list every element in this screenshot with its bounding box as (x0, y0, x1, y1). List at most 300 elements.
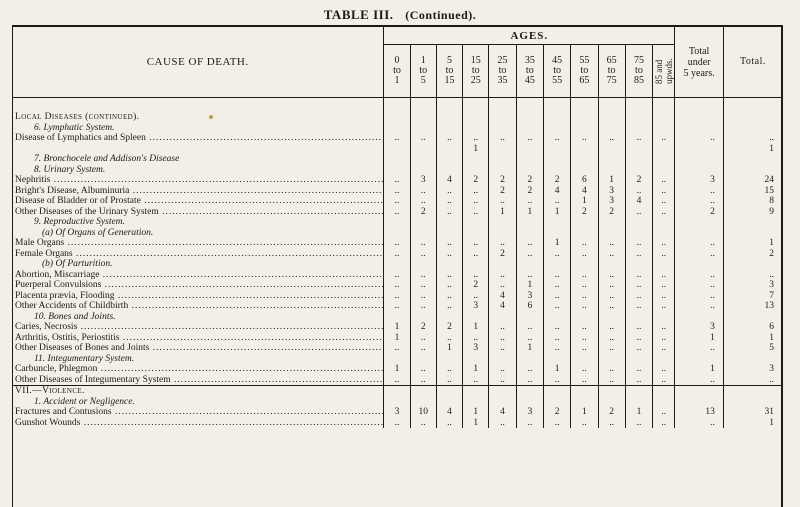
age-cell: .. (384, 375, 410, 386)
age-cell (384, 217, 410, 228)
cause-name: Nephritis ..... (15, 175, 384, 185)
age-cell (598, 259, 625, 270)
age-cell (571, 154, 598, 165)
age-cell: .. (625, 333, 652, 344)
age-cell (543, 354, 570, 365)
age-cell: .. (571, 270, 598, 281)
table-row (12, 123, 782, 134)
age-cell (543, 165, 570, 176)
age-cell: 4 (625, 196, 652, 207)
row-label (12, 312, 384, 323)
row-label (12, 343, 384, 354)
age-cell (436, 259, 462, 270)
row-label (12, 217, 384, 228)
total-cell: 3 (723, 280, 782, 291)
row-label (12, 418, 384, 429)
age-cell (571, 354, 598, 365)
age-cell (625, 165, 652, 176)
under-5-cell: .. (675, 343, 724, 354)
age-cell: .. (516, 238, 543, 249)
age-cell (516, 259, 543, 270)
age-cell (410, 312, 436, 323)
age-cell: .. (653, 322, 675, 333)
age-cell: 4 (571, 186, 598, 197)
age-cell: .. (384, 280, 410, 291)
age-cell (436, 112, 462, 123)
age-cell (436, 123, 462, 134)
age-cell: .. (543, 133, 570, 144)
header-age-8: 65 to 75 (598, 45, 625, 98)
header-age-1: 1 to 5 (410, 45, 436, 98)
age-cell: .. (543, 418, 570, 429)
age-cell: .. (410, 249, 436, 260)
age-cell: .. (653, 418, 675, 429)
age-cell: .. (384, 301, 410, 312)
age-cell: 1 (598, 175, 625, 186)
table-row (12, 322, 782, 333)
age-cell (543, 112, 570, 123)
age-cell (384, 397, 410, 408)
row-label (12, 165, 384, 176)
table-title (0, 7, 800, 23)
under-5-cell: 13 (675, 407, 724, 418)
age-cell: 1 (625, 407, 652, 418)
age-cell: .. (384, 418, 410, 429)
cause-name: Other Diseases of the Urinary System ..... (15, 207, 384, 217)
age-cell (410, 386, 436, 397)
age-cell (489, 354, 516, 365)
under-5-cell: .. (675, 196, 724, 207)
age-cell: .. (516, 333, 543, 344)
age-cell: .. (463, 249, 489, 260)
row-label (12, 144, 384, 155)
total-cell: 7 (723, 291, 782, 302)
age-cell: 2 (516, 186, 543, 197)
cause-name: Disease of Bladder or of Prostate ..... (15, 196, 384, 206)
under-5-cell: .. (675, 418, 724, 429)
age-cell: .. (598, 133, 625, 144)
age-cell: .. (543, 249, 570, 260)
age-cell (489, 386, 516, 397)
cause-name: Other Diseases of Bones and Joints ..... (15, 343, 384, 353)
age-cell: .. (463, 291, 489, 302)
age-cell: .. (598, 301, 625, 312)
age-cell: .. (489, 270, 516, 281)
subsection-heading: 8. Urinary System. (34, 164, 106, 175)
age-cell: .. (410, 333, 436, 344)
age-cell: 1 (463, 418, 489, 429)
age-cell (489, 217, 516, 228)
header-age-9: 75 to 85 (625, 45, 652, 98)
age-cell: .. (463, 186, 489, 197)
row-label (12, 259, 384, 270)
age-cell (653, 228, 675, 239)
age-cell: 1 (571, 407, 598, 418)
mortality-table (12, 27, 782, 428)
age-cell (516, 217, 543, 228)
age-cell: .. (625, 238, 652, 249)
age-cell (436, 354, 462, 365)
age-cell: .. (653, 301, 675, 312)
age-cell: 3 (516, 291, 543, 302)
age-cell: .. (571, 418, 598, 429)
spacer-cell (675, 98, 724, 113)
total-cell (723, 165, 782, 176)
age-cell: 2 (598, 407, 625, 418)
age-cell: .. (625, 186, 652, 197)
age-cell (410, 217, 436, 228)
row-label (12, 186, 384, 197)
row-label (12, 196, 384, 207)
age-cell: 2 (463, 175, 489, 186)
age-cell: .. (489, 418, 516, 429)
age-cell: 1 (384, 364, 410, 375)
table-row (12, 343, 782, 354)
spacer-cell (571, 98, 598, 113)
total-cell: 3 (723, 364, 782, 375)
age-cell: .. (436, 301, 462, 312)
table-row (12, 291, 782, 302)
age-cell: .. (625, 207, 652, 218)
spacer-cell (436, 98, 462, 113)
age-cell: .. (489, 238, 516, 249)
table-row (12, 238, 782, 249)
age-cell (653, 354, 675, 365)
under-5-cell (675, 217, 724, 228)
age-cell: .. (516, 196, 543, 207)
age-cell (653, 217, 675, 228)
under-5-cell: .. (675, 291, 724, 302)
cause-name: Carbuncle, Phlegmon ..... (15, 364, 384, 374)
table-row (12, 144, 782, 155)
age-cell (410, 112, 436, 123)
age-cell: .. (410, 196, 436, 207)
table-row (12, 186, 782, 197)
age-cell (463, 165, 489, 176)
age-cell (436, 228, 462, 239)
age-cell (571, 228, 598, 239)
age-cell (410, 354, 436, 365)
age-cell (384, 354, 410, 365)
total-cell: 8 (723, 196, 782, 207)
total-cell: 13 (723, 301, 782, 312)
age-cell (489, 312, 516, 323)
age-cell: .. (436, 333, 462, 344)
age-cell: .. (463, 196, 489, 207)
age-cell (436, 386, 462, 397)
age-cell: .. (410, 375, 436, 386)
total-cell (723, 397, 782, 408)
age-cell (625, 123, 652, 134)
age-cell: .. (625, 322, 652, 333)
age-cell: .. (571, 133, 598, 144)
age-cell: .. (653, 175, 675, 186)
table-row (12, 196, 782, 207)
age-cell (571, 112, 598, 123)
spacer-cell (489, 98, 516, 113)
cause-name: Bright's Disease, Albuminuria ..... (15, 186, 384, 196)
age-cell (543, 123, 570, 134)
subsection-heading: 10. Bones and Joints. (34, 311, 116, 322)
age-cell (653, 312, 675, 323)
table-row (12, 312, 782, 323)
age-cell (598, 112, 625, 123)
age-cell (571, 165, 598, 176)
cause-name: Placenta prævia, Flooding ..... (15, 291, 384, 301)
age-cell: 2 (410, 322, 436, 333)
total-cell: 15 (723, 186, 782, 197)
age-cell: .. (625, 343, 652, 354)
age-cell: .. (598, 238, 625, 249)
age-cell (516, 112, 543, 123)
age-cell (598, 144, 625, 155)
header-age-2: 5 to 15 (436, 45, 462, 98)
age-cell (571, 259, 598, 270)
row-label (12, 112, 384, 123)
under-5-cell: 2 (675, 207, 724, 218)
age-cell (436, 217, 462, 228)
header-age-5: 35 to 45 (516, 45, 543, 98)
table-row (12, 270, 782, 281)
age-cell: .. (653, 249, 675, 260)
age-cell (625, 259, 652, 270)
total-cell (723, 112, 782, 123)
age-cell: .. (653, 207, 675, 218)
age-cell (653, 154, 675, 165)
table-row (12, 259, 782, 270)
row-label (12, 207, 384, 218)
total-cell (723, 354, 782, 365)
age-cell (436, 397, 462, 408)
under-5-cell: 1 (675, 333, 724, 344)
age-cell (384, 123, 410, 134)
age-cell: .. (543, 291, 570, 302)
under-5-cell (675, 354, 724, 365)
age-cell: .. (625, 133, 652, 144)
age-cell (598, 354, 625, 365)
row-label (12, 123, 384, 134)
age-cell (410, 397, 436, 408)
under-5-cell: .. (675, 301, 724, 312)
row-label (12, 354, 384, 365)
age-cell: 3 (384, 407, 410, 418)
age-cell (463, 112, 489, 123)
age-cell: 1 (516, 343, 543, 354)
total-cell (723, 217, 782, 228)
age-cell (384, 312, 410, 323)
spacer-cell (516, 98, 543, 113)
header-ages: AGES. (384, 27, 675, 45)
cause-name: Fractures and Contusions ..... (15, 407, 384, 417)
age-cell: .. (653, 343, 675, 354)
subsection-heading: (a) Of Organs of Generation. (42, 227, 154, 238)
age-cell (625, 228, 652, 239)
age-cell (653, 144, 675, 155)
table-row (12, 154, 782, 165)
age-cell: 4 (489, 301, 516, 312)
age-cell (384, 386, 410, 397)
spacer-cell (463, 98, 489, 113)
age-cell: .. (384, 343, 410, 354)
age-cell (543, 217, 570, 228)
age-cell: .. (598, 375, 625, 386)
age-cell (571, 386, 598, 397)
age-cell: 4 (489, 407, 516, 418)
age-cell: 1 (463, 144, 489, 155)
age-cell (625, 144, 652, 155)
age-cell: .. (653, 364, 675, 375)
spacer-cell (625, 98, 652, 113)
age-cell (653, 397, 675, 408)
age-cell: 3 (410, 175, 436, 186)
row-label (12, 238, 384, 249)
age-cell: .. (653, 375, 675, 386)
age-cell (543, 144, 570, 155)
age-cell (384, 112, 410, 123)
age-cell (384, 165, 410, 176)
age-cell: .. (384, 207, 410, 218)
header-cause: CAUSE OF DEATH. (146, 56, 249, 68)
table-row (12, 386, 782, 397)
age-cell (463, 386, 489, 397)
spacer-cell (12, 98, 384, 113)
age-cell (463, 312, 489, 323)
row-label (12, 228, 384, 239)
age-cell: 2 (436, 322, 462, 333)
age-cell (410, 259, 436, 270)
age-cell (598, 165, 625, 176)
age-cell: .. (571, 364, 598, 375)
total-cell (723, 259, 782, 270)
age-cell: .. (571, 343, 598, 354)
age-cell: .. (625, 364, 652, 375)
row-label (12, 364, 384, 375)
age-cell (463, 259, 489, 270)
age-cell: 2 (489, 249, 516, 260)
age-cell: .. (516, 133, 543, 144)
age-cell: .. (384, 175, 410, 186)
age-cell (463, 397, 489, 408)
age-cell: .. (436, 418, 462, 429)
spacer-cell (543, 98, 570, 113)
age-cell: .. (410, 418, 436, 429)
age-cell: 2 (543, 175, 570, 186)
age-cell: 4 (543, 186, 570, 197)
under-5-cell: .. (675, 270, 724, 281)
under-5-cell (675, 123, 724, 134)
age-cell (571, 123, 598, 134)
table-row (12, 175, 782, 186)
age-cell (384, 228, 410, 239)
age-cell: 1 (516, 207, 543, 218)
age-cell: .. (436, 249, 462, 260)
cause-name: Gunshot Wounds ..... (15, 418, 384, 428)
row-label (12, 375, 384, 386)
spacer-cell (384, 98, 410, 113)
header-age-85-upwards: 85 and upwds. (653, 45, 675, 98)
total-cell (723, 386, 782, 397)
header-age-3: 15 to 25 (463, 45, 489, 98)
header-age-7: 55 to 65 (571, 45, 598, 98)
row-label (12, 407, 384, 418)
under-5-cell (675, 228, 724, 239)
table-row (12, 207, 782, 218)
age-cell: .. (625, 375, 652, 386)
under-5-cell: 1 (675, 364, 724, 375)
age-cell: 1 (543, 364, 570, 375)
age-cell: .. (489, 280, 516, 291)
age-cell (543, 312, 570, 323)
age-cell (653, 386, 675, 397)
age-cell: 10 (410, 407, 436, 418)
age-cell (571, 217, 598, 228)
age-cell: .. (410, 364, 436, 375)
header-age-6: 45 to 55 (543, 45, 570, 98)
row-label (12, 322, 384, 333)
subsection-heading: 7. Bronchocele and Addison's Disease (34, 154, 180, 164)
age-cell: .. (543, 196, 570, 207)
age-cell: 2 (489, 175, 516, 186)
header-total: Total. (723, 27, 782, 98)
table-row (12, 397, 782, 408)
age-cell: .. (653, 407, 675, 418)
age-cell: .. (463, 207, 489, 218)
age-cell: .. (571, 301, 598, 312)
age-cell: 2 (543, 407, 570, 418)
table-row (12, 112, 782, 123)
age-cell (625, 354, 652, 365)
age-cell: .. (516, 418, 543, 429)
age-cell: 4 (436, 407, 462, 418)
age-cell: .. (571, 238, 598, 249)
age-cell: .. (653, 196, 675, 207)
under-5-cell (675, 112, 724, 123)
age-cell: .. (625, 249, 652, 260)
row-label (12, 175, 384, 186)
table-row (12, 280, 782, 291)
age-cell: .. (489, 364, 516, 375)
age-cell (516, 397, 543, 408)
age-cell (489, 123, 516, 134)
age-cell: .. (598, 249, 625, 260)
age-cell (653, 259, 675, 270)
age-cell (625, 112, 652, 123)
age-cell: 3 (463, 343, 489, 354)
age-cell (516, 144, 543, 155)
header-total-under-5: Total under 5 years. (675, 27, 724, 98)
age-cell: 2 (489, 186, 516, 197)
total-cell: 5 (723, 343, 782, 354)
table-row (12, 333, 782, 344)
age-cell: .. (436, 375, 462, 386)
row-label (12, 333, 384, 344)
age-cell (489, 165, 516, 176)
age-cell: .. (489, 196, 516, 207)
header-age-0: 0 to 1 (384, 45, 410, 98)
age-cell: .. (410, 301, 436, 312)
age-cell: 1 (436, 343, 462, 354)
age-cell: .. (653, 291, 675, 302)
age-cell (598, 228, 625, 239)
age-cell (625, 217, 652, 228)
age-cell (516, 228, 543, 239)
cause-name: Other Diseases of Integumentary System ..... (15, 375, 384, 385)
age-cell: .. (571, 322, 598, 333)
age-cell (436, 165, 462, 176)
age-cell: .. (598, 364, 625, 375)
total-cell: 6 (723, 322, 782, 333)
row-label (12, 249, 384, 260)
